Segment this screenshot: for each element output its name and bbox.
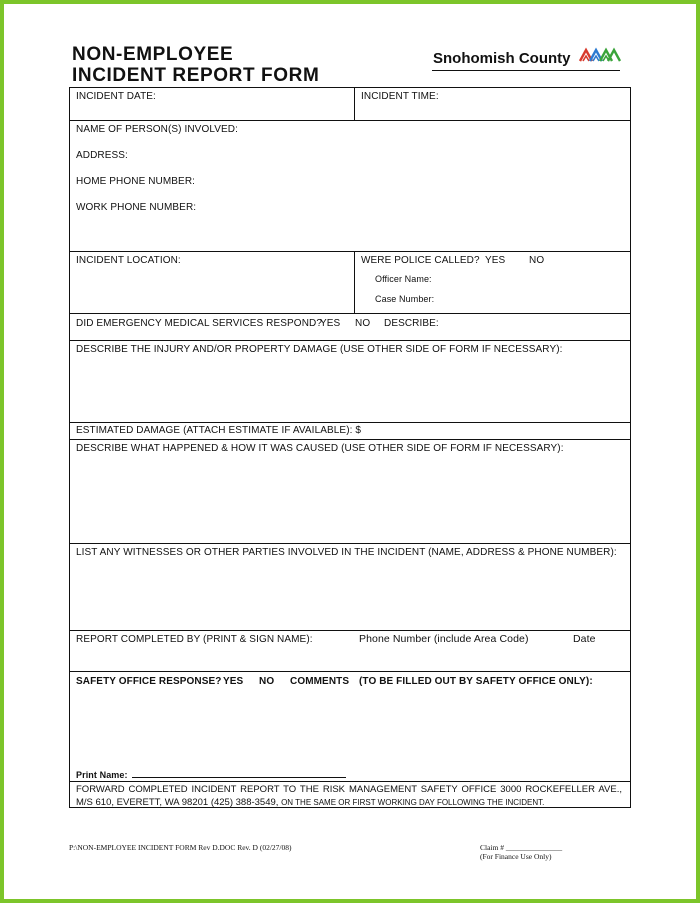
ems-describe-label: DESCRIBE:	[384, 318, 439, 329]
home-phone-label: HOME PHONE NUMBER:	[76, 176, 196, 187]
safety-no-option[interactable]: NO	[259, 676, 275, 687]
row-safety-office[interactable]	[70, 671, 630, 781]
forward-tail: ON THE SAME OR FIRST WORKING DAY FOLLOWING THE INCIDENT.	[281, 797, 545, 807]
work-phone-label: WORK PHONE NUMBER:	[76, 202, 197, 213]
estimated-damage-label: ESTIMATED DAMAGE (ATTACH ESTIMATE IF AVAILABLE): $	[76, 425, 362, 436]
row-date-time	[70, 88, 630, 120]
row-person-info[interactable]	[70, 120, 630, 251]
safety-note-label: (TO BE FILLED OUT BY SAFETY OFFICE ONLY):	[359, 676, 593, 687]
form-title-line-1: NON-EMPLOYEE	[72, 44, 234, 65]
forward-notice	[76, 784, 622, 809]
safety-yes-option[interactable]: YES	[223, 676, 244, 687]
claim-number-label: Claim # _______________	[480, 843, 563, 852]
snohomish-county-logo-icon	[578, 45, 622, 67]
officer-name-label: Officer Name:	[375, 274, 432, 284]
row-damage[interactable]	[70, 422, 630, 439]
row-forward-notice	[70, 781, 630, 807]
incident-location-label: INCIDENT LOCATION:	[76, 255, 181, 266]
describe-injury-label: DESCRIBE THE INJURY AND/OR PROPERTY DAMAGE (USE OTHER SIDE OF FORM IF NECESSARY):	[76, 344, 563, 355]
incident-time-field[interactable]	[355, 88, 630, 120]
incident-location-field[interactable]	[70, 252, 354, 313]
describe-what-label: DESCRIBE WHAT HAPPENED & HOW IT WAS CAUSED (USE OTHER SIDE OF FORM IF NECESSARY):	[76, 443, 564, 454]
police-called-label: WERE POLICE CALLED?	[361, 255, 480, 266]
safety-response-label: SAFETY OFFICE RESPONSE?	[76, 676, 222, 687]
print-name-line[interactable]	[132, 769, 346, 778]
row-witnesses[interactable]	[70, 543, 630, 630]
incident-form	[69, 87, 631, 808]
forward-text: FORWARD COMPLETED INCIDENT REPORT TO THE RISK MANAGEMENT SAFETY OFFICE 3000 ROCKEFELLER AVE., M/S 610, EVERETT, WA 98201 (425) 388-3549,	[76, 784, 622, 808]
ems-respond-label: DID EMERGENCY MEDICAL SERVICES RESPOND?	[76, 318, 322, 329]
print-name-field[interactable]	[76, 769, 346, 780]
police-field[interactable]	[355, 252, 630, 313]
county-underline	[432, 70, 620, 71]
row-what-happened[interactable]	[70, 439, 630, 543]
row-location-police	[70, 251, 630, 313]
row-ems[interactable]	[70, 313, 630, 340]
names-involved-label: NAME OF PERSON(S) INVOLVED:	[76, 124, 238, 135]
row-report-completed[interactable]	[70, 630, 630, 671]
ems-yes-option[interactable]: YES	[320, 318, 341, 329]
case-number-label: Case Number:	[375, 294, 435, 304]
safety-comments-label: COMMENTS	[290, 676, 350, 687]
witnesses-label: LIST ANY WITNESSES OR OTHER PARTIES INVOLVED IN THE INCIDENT (NAME, ADDRESS & PHONE NUMBER):	[76, 547, 617, 558]
finance-block	[480, 843, 562, 861]
file-reference: P:\NON-EMPLOYEE INCIDENT FORM Rev D.DOC Rev. D (02/27/08)	[69, 843, 292, 852]
report-completed-label: REPORT COMPLETED BY (PRINT & SIGN NAME):	[76, 634, 313, 645]
police-yes-option[interactable]: YES	[485, 255, 506, 266]
county-name: Snohomish County	[433, 50, 571, 67]
form-title	[72, 44, 319, 86]
date-label: Date	[573, 633, 596, 645]
incident-date-label: INCIDENT DATE:	[76, 91, 156, 102]
print-name-label: Print Name:	[76, 770, 128, 780]
form-title-line-2: INCIDENT REPORT FORM	[72, 65, 320, 86]
row-injury[interactable]	[70, 340, 630, 422]
police-no-option[interactable]: NO	[529, 255, 545, 266]
phone-number-label: Phone Number (include Area Code)	[359, 633, 529, 645]
incident-date-field[interactable]	[70, 88, 354, 120]
incident-time-label: INCIDENT TIME:	[361, 91, 439, 102]
address-label: ADDRESS:	[76, 150, 128, 161]
ems-no-option[interactable]: NO	[355, 318, 371, 329]
finance-use-label: (For Finance Use Only)	[480, 852, 552, 861]
